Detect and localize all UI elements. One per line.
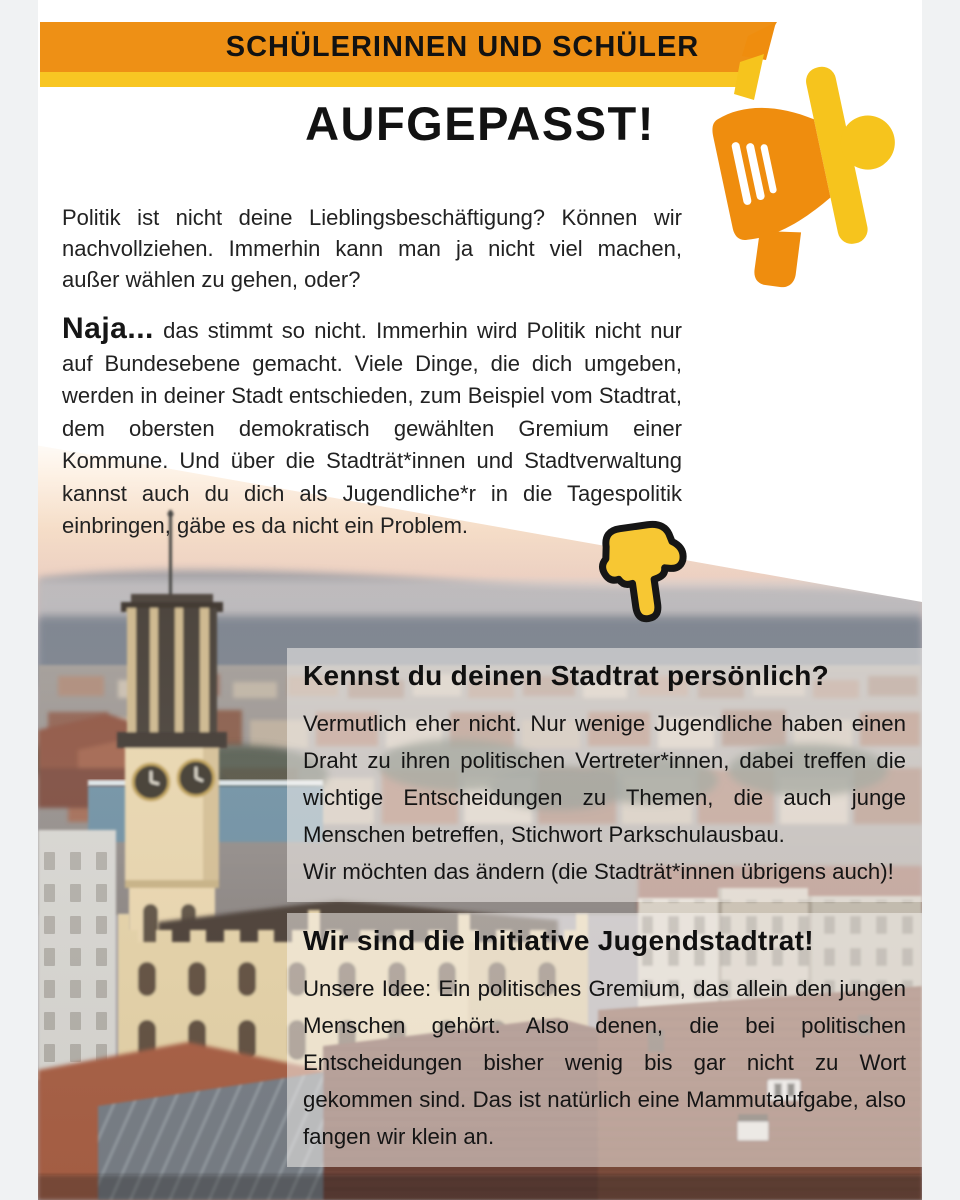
left-margin	[0, 0, 38, 1200]
banner-label: SCHÜLERINNEN UND SCHÜLER	[225, 31, 700, 63]
initiative-body: Unsere Idee: Ein politisches Gremium, das allein den jungen Menschen gehört. Also denen, die bei politischen Entscheidungen bisher wenig bis gar nicht zu Wort gekommen sind. Das ist natürlich eine Mammutaufgabe, also fangen wir klein an.	[303, 976, 906, 1149]
intro-paragraph-2	[62, 313, 682, 543]
pointing-down-hand-icon	[592, 516, 692, 628]
headline-title: AUFGEPASST!	[305, 97, 655, 150]
megaphone-icon	[696, 14, 916, 294]
naja-lead: Naja...	[62, 312, 154, 345]
stadtrat-heading: Kennst du deinen Stadtrat persönlich?	[303, 660, 830, 691]
initiative-heading: Wir sind die Initiative Jugendstadtrat!	[303, 925, 814, 956]
stadtrat-body-note: Wir möchten das ändern (die Stadträt*innen übrigens auch)!	[303, 859, 894, 884]
stadtrat-panel	[287, 648, 922, 902]
intro-paragraph-1: Politik ist nicht deine Lieblingsbeschäftigung? Können wir nachvollziehen. Immerhin kann man ja nicht viel machen, außer wählen zu gehen, oder?	[62, 205, 682, 292]
intro-paragraph-2-rest: das stimmt so nicht. Immerhin wird Politik nicht nur auf Bundesebene gemacht. Viele Dinge, die dich umgeben, werden in deiner Stadt entschieden, zum Beispiel vom Stadtrat, dem obersten demokratisch gewählten Gremium einer Kommune. Und über die Stadträt*innen und Stadtverwaltung kannst auch du dich als Jugendliche*r in die Tagespolitik einbringen, gäbe es da nicht ein Problem.	[62, 318, 682, 538]
right-margin	[922, 0, 960, 1200]
initiative-panel	[287, 913, 922, 1167]
intro-section	[62, 202, 682, 543]
banner	[40, 22, 785, 88]
stadtrat-body: Vermutlich eher nicht. Nur wenige Jugendliche haben einen Draht zu ihren politischen Vertreter*innen, dabei treffen die wichtige Entscheidungen zu Themen, die auch junge Menschen betreffen, Stichwort Parkschulausbau.	[303, 711, 906, 847]
